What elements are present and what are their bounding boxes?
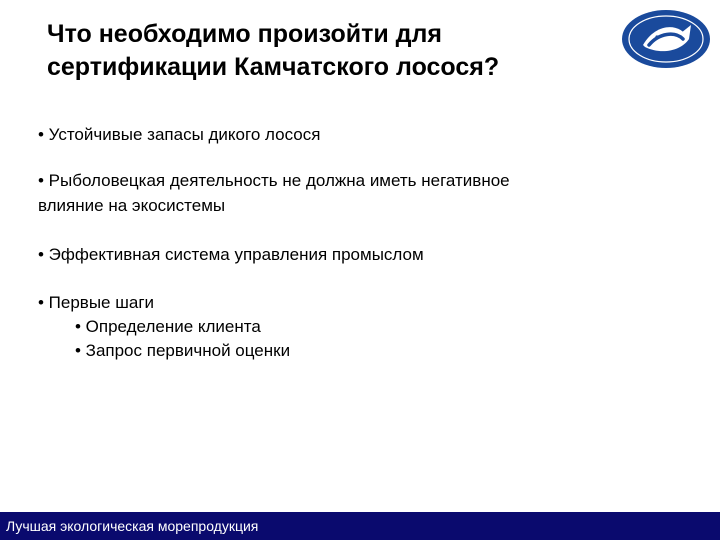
footer-caption: Лучшая экологическая морепродукция (6, 518, 259, 534)
bullet-item-sustainable-stocks: • Устойчивые запасы дикого лосося (38, 125, 321, 144)
bullet-item-fishing-impact-line-2: влияние на экосистемы (38, 196, 226, 215)
sub-bullet-initial-assessment: • Запрос первичной оценки (75, 341, 291, 360)
footer-bar (0, 512, 720, 540)
bullet-item-fishing-impact-line-1: • Рыболовецкая деятельность не должна иметь негативное (38, 171, 510, 190)
slide-title-line-1: Что необходимо произойти для (47, 20, 442, 48)
msc-fish-ecolabel-icon (621, 9, 711, 69)
slide-title (47, 18, 607, 84)
sub-bullet-client-definition: • Определение клиента (75, 317, 261, 336)
bullet-item-first-steps: • Первые шаги (38, 293, 155, 312)
bullet-item-management-system: • Эффективная система управления промыслом (38, 245, 424, 264)
slide-title-line-2: сертификации Камчатского лосося? (47, 53, 500, 81)
